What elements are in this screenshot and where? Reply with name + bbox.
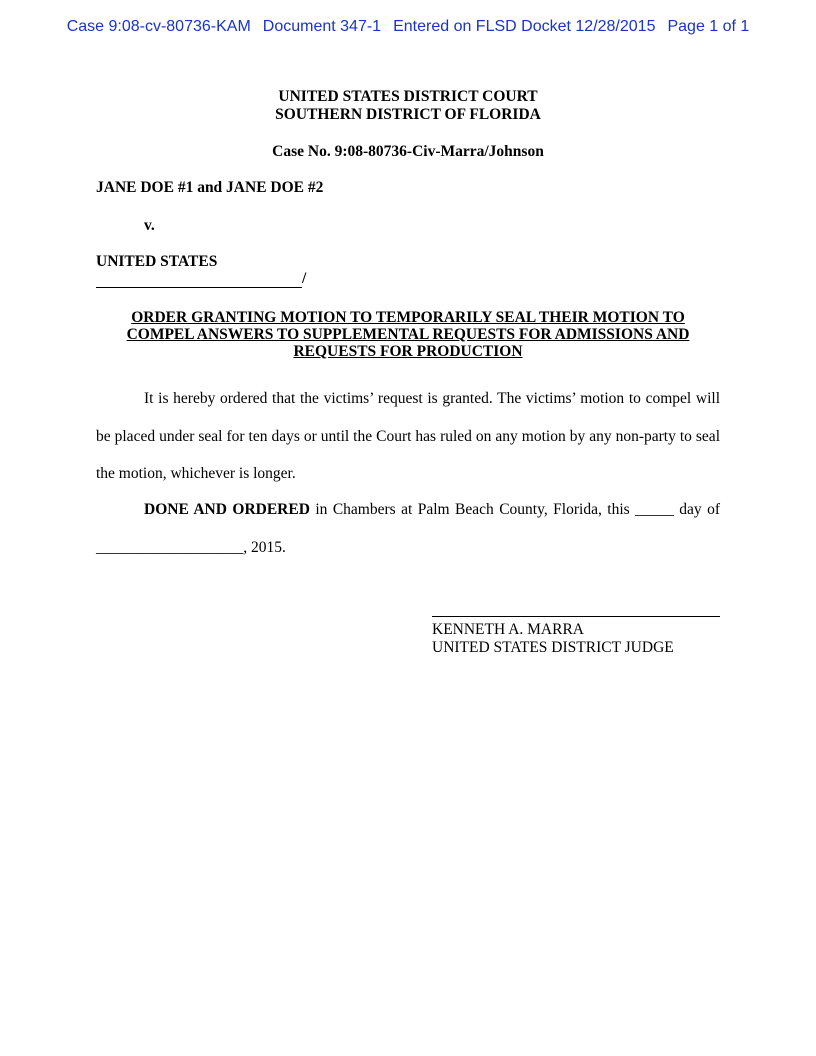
caption-versus: v.: [144, 217, 155, 234]
header-docket-entry: Entered on FLSD Docket 12/28/2015: [393, 18, 656, 35]
court-heading: [0, 88, 816, 124]
caption-slash: /: [302, 270, 307, 287]
court-name: UNITED STATES DISTRICT COURT: [278, 88, 538, 105]
header-case-number: Case 9:08-cv-80736-KAM: [66, 18, 251, 35]
header-document-number: Document 347-1: [262, 18, 382, 35]
header-page-count: Page 1 of 1: [667, 18, 750, 35]
judge-title: UNITED STATES DISTRICT JUDGE: [432, 639, 674, 656]
court-district: SOUTHERN DISTRICT OF FLORIDA: [275, 106, 541, 123]
order-title: ORDER GRANTING MOTION TO TEMPORARILY SEAL THEIR MOTION TO COMPEL ANSWERS TO SUPPLEMENTAL REQUESTS FOR ADMISSIONS AND REQUESTS FOR PRODUCTION: [126, 309, 690, 360]
done-and-ordered-paragraph: [96, 491, 720, 566]
caption-rule-line: [96, 270, 302, 288]
signature-block: [432, 621, 674, 657]
case-number: Case No. 9:08-80736-Civ-Marra/Johnson: [272, 143, 544, 160]
judge-name: KENNETH A. MARRA: [432, 621, 584, 638]
ecf-filing-header: [0, 17, 816, 37]
caption-defendant: UNITED STATES: [96, 253, 218, 270]
done-and-ordered-label: DONE AND ORDERED: [144, 501, 310, 518]
signature-line: [432, 616, 720, 617]
done-and-ordered-text: in Chambers at Palm Beach County, Florida, this _____ day of ___________________, 2015.: [96, 501, 721, 556]
order-paragraph: It is hereby ordered that the victims’ request is granted. The victims’ motion to compel will be placed under seal for ten days or until the Court has ruled on any motion by any non-party to seal the motion, whichever is longer.: [96, 390, 720, 482]
caption-plaintiffs: JANE DOE #1 and JANE DOE #2: [96, 179, 324, 196]
